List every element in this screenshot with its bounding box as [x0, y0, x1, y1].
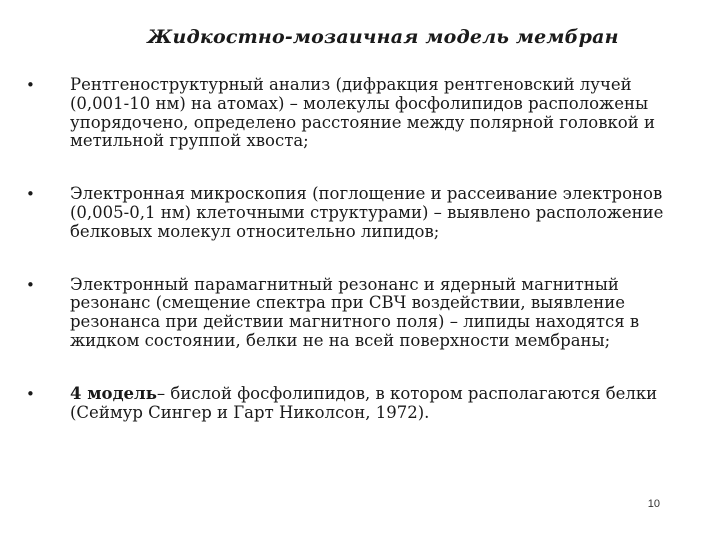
bullet-marker: •	[26, 76, 35, 94]
bullet-item	[26, 185, 666, 241]
bullet-text: Рентгеноструктурный анализ (дифракция рентгеновский лучей (0,001-10 нм) на атомах) – молекулы фосфолипидов расположены упорядочено, определено расстояние между полярной головкой и метильной группой хвоста;	[70, 75, 655, 151]
bullet-text: Электронная микроскопия (поглощение и рассеивание электронов (0,005-0,1 нм) клеточными структурами) – выявлено расположение белковых молекул относительно липидов;	[70, 184, 664, 241]
bullet-marker: •	[26, 185, 35, 204]
page-number: 10	[647, 498, 660, 510]
bullet-item	[26, 276, 666, 351]
slide-title: Жидкостно-мозаичная модель мембран	[147, 26, 619, 48]
bullet-item	[26, 385, 666, 423]
bullet-text: Электронный парамагнитный резонанс и ядерный магнитный резонанс (смещение спектра при СВЧ воздействии, выявление резонанса при действии магнитного поля) – липиды находятся в жидком состоянии, белки не на всей поверхности мембраны;	[70, 274, 640, 350]
bullet-marker: •	[26, 384, 35, 403]
bullet-item	[26, 76, 666, 151]
bullet-list	[26, 76, 666, 422]
bullet-marker: •	[26, 275, 35, 294]
bullet-bold-prefix: 4 модель	[70, 383, 157, 403]
bullet-text	[70, 385, 666, 423]
bullet-body: – бислой фосфолипидов, в котором располагаются белки (Сеймур Сингер и Гарт Николсон, 1972).	[70, 383, 658, 422]
